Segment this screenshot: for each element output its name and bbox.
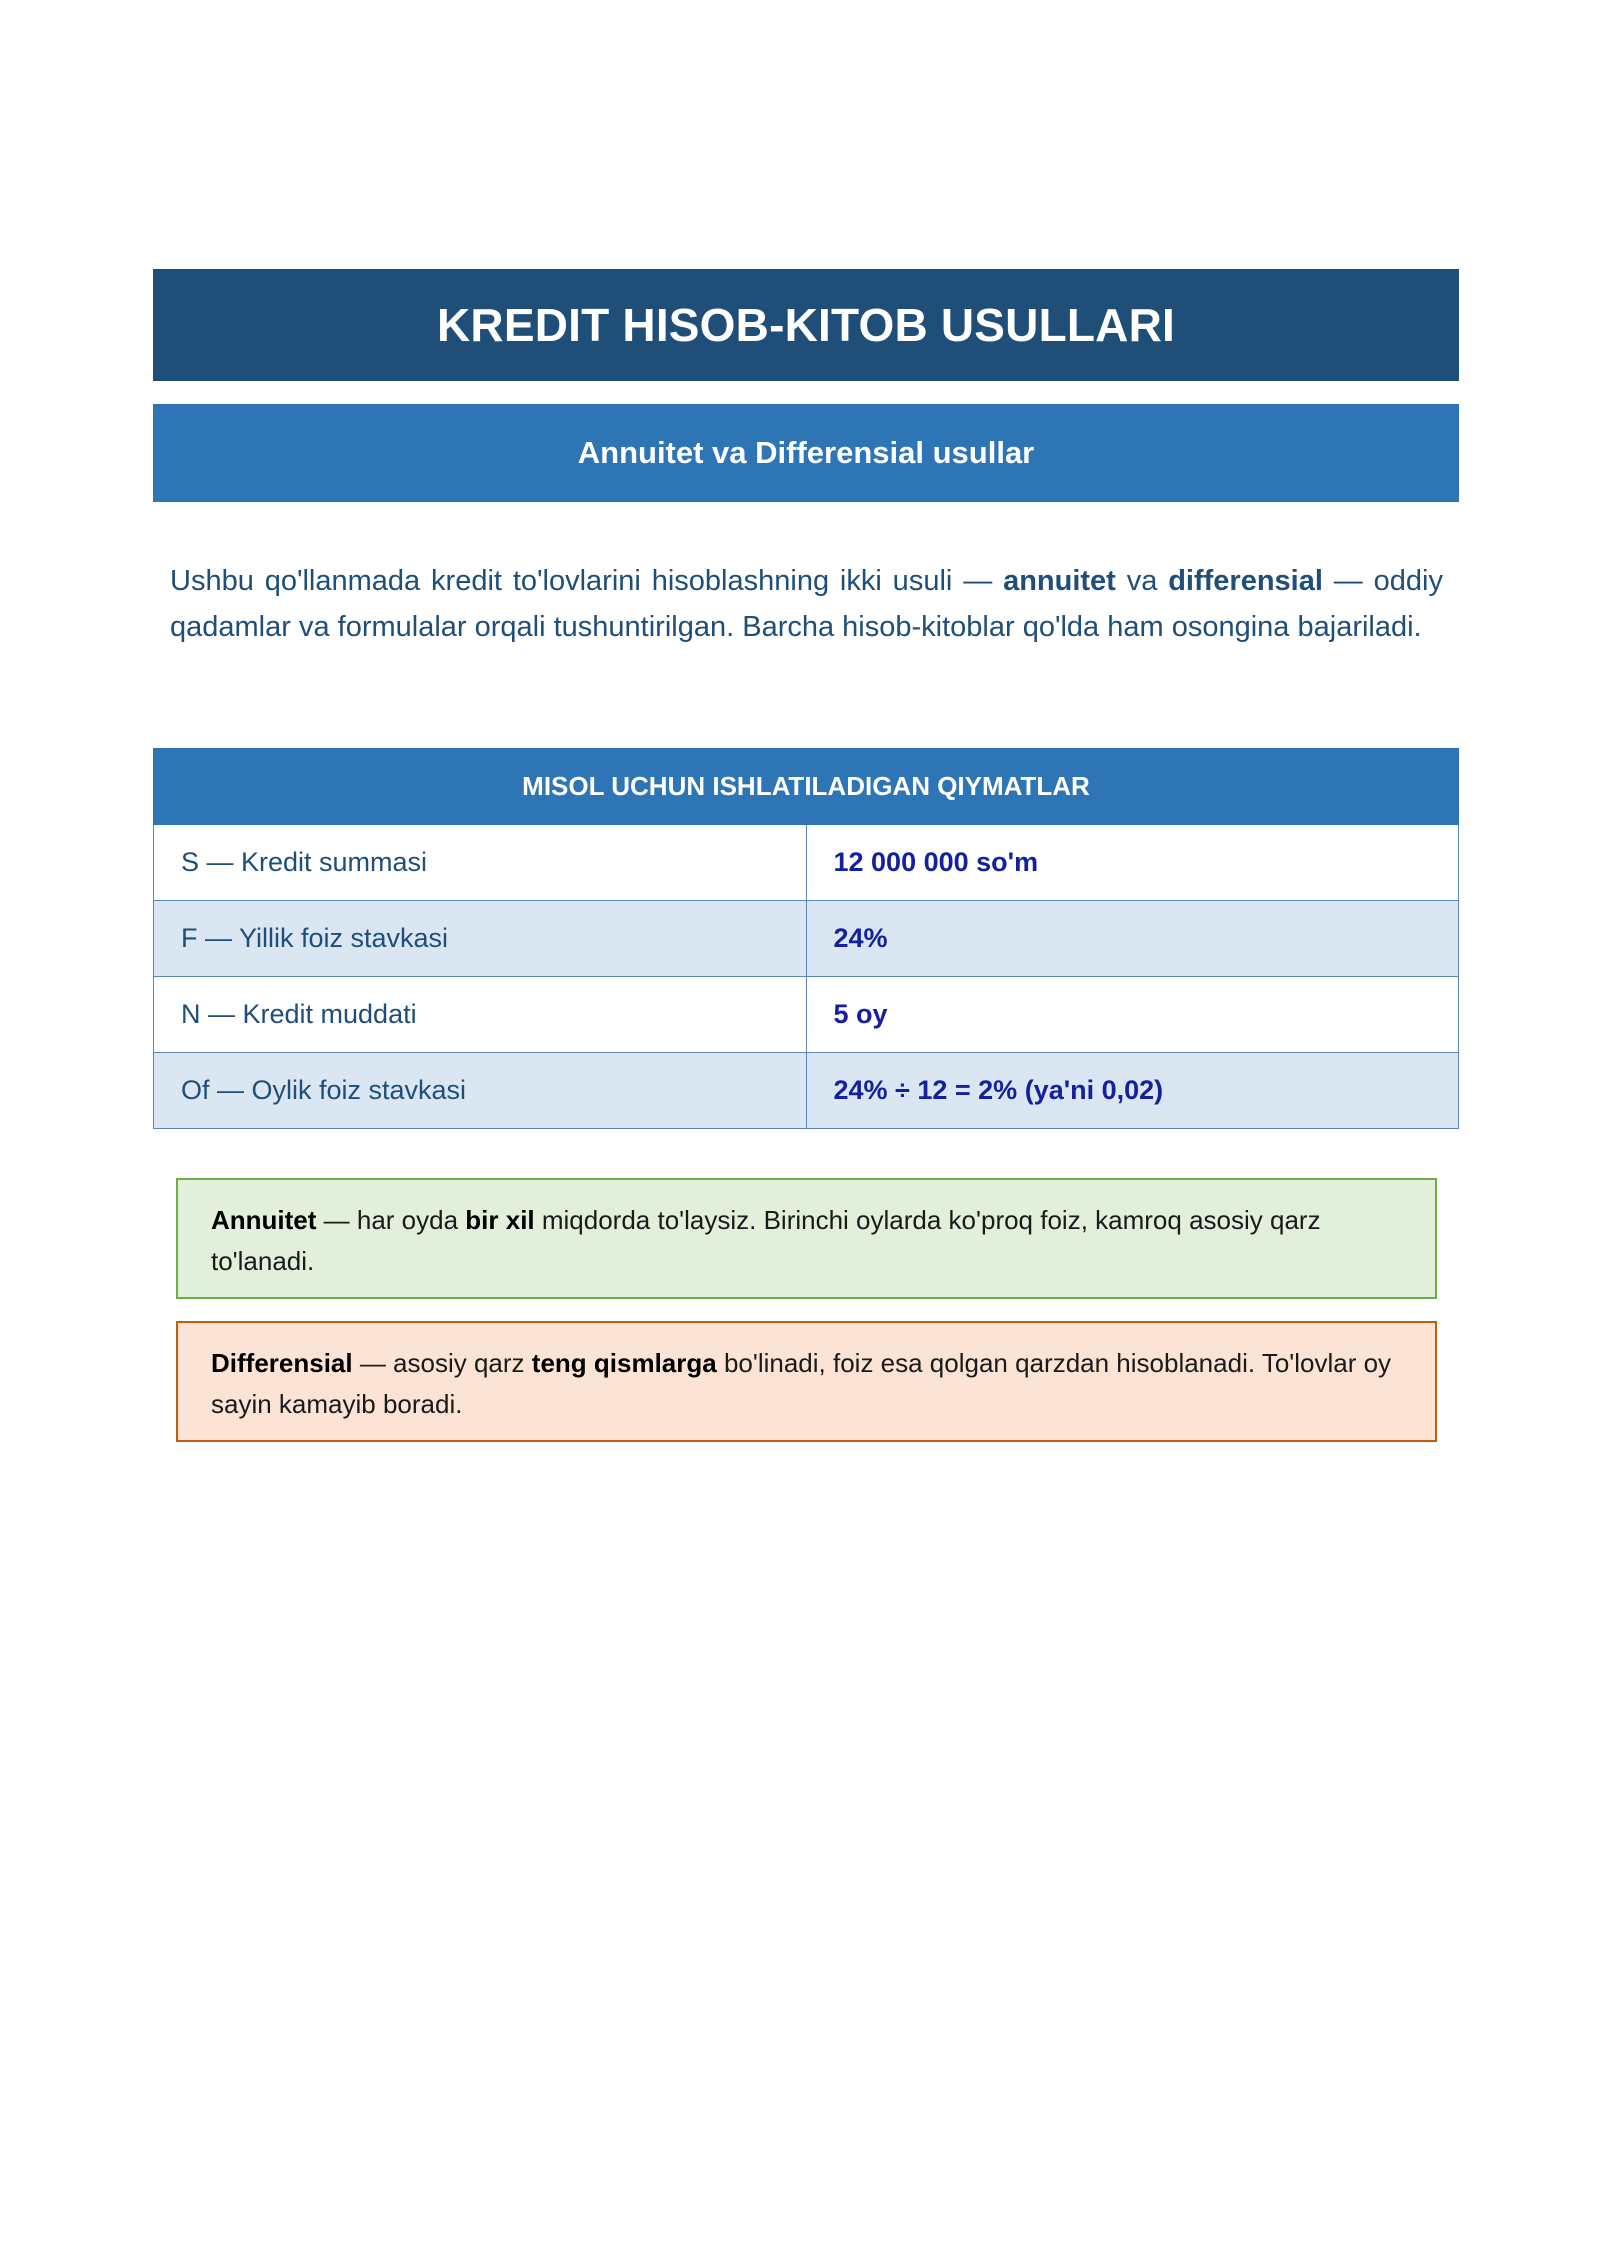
callout-emphasis: bir xil <box>465 1205 535 1235</box>
intro-term-annuitet: annuitet <box>1003 565 1116 597</box>
table-cell-label: N — Kredit muddati <box>154 977 807 1053</box>
document-title: KREDIT HISOB-KITOB USULLARI <box>437 299 1175 351</box>
table-cell-label: F — Yillik foiz stavkasi <box>154 901 807 977</box>
intro-text: va <box>1115 565 1169 597</box>
table-header: MISOL UCHUN ISHLATILADIGAN QIYMATLAR <box>154 749 1459 825</box>
callout-term: Annuitet <box>211 1205 317 1235</box>
intro-term-differensial: differensial <box>1168 565 1323 597</box>
document-title-bar <box>153 269 1459 381</box>
table-row <box>154 1053 1459 1129</box>
table-cell-value: 5 oy <box>806 977 1459 1053</box>
table-row <box>154 901 1459 977</box>
intro-text: Ushbu qo'llanmada kredit to'lovlarini hisoblashning ikki usuli — <box>170 565 1004 597</box>
annuitet-callout <box>176 1178 1437 1299</box>
callout-term: Differensial <box>211 1348 353 1378</box>
table-cell-value: 12 000 000 so'm <box>806 825 1459 901</box>
table-header-row <box>154 749 1459 825</box>
callout-text: — har oyda <box>316 1205 466 1235</box>
table-cell-value: 24% ÷ 12 = 2% (ya'ni 0,02) <box>806 1053 1459 1129</box>
callout-emphasis: teng qismlarga <box>531 1348 717 1378</box>
document-subtitle-bar <box>153 404 1459 502</box>
document-subtitle: Annuitet va Differensial usullar <box>577 435 1035 470</box>
callout-text: bo'linadi, foiz esa qolgan qarzdan hisoblanadi. To'lovlar oy sayin kamayib boradi. <box>211 1348 1392 1419</box>
table-cell-label: Of — Oylik foiz stavkasi <box>154 1053 807 1129</box>
callout-text: — asosiy qarz <box>352 1348 532 1378</box>
callout-text: miqdorda to'laysiz. Birinchi oylarda ko'proq foiz, kamroq asosiy qarz to'lanadi. <box>211 1205 1321 1276</box>
table-row <box>154 977 1459 1053</box>
intro-text: — oddiy qadamlar va formulalar orqali tushuntirilgan. Barcha hisob-kitoblar qo'lda ham osongina bajariladi. <box>170 565 1443 643</box>
table-cell-value: 24% <box>806 901 1459 977</box>
table-cell-label: S — Kredit summasi <box>154 825 807 901</box>
differensial-callout <box>176 1321 1437 1442</box>
intro-paragraph <box>170 558 1443 650</box>
table-row <box>154 825 1459 901</box>
example-values-table <box>153 748 1459 1129</box>
